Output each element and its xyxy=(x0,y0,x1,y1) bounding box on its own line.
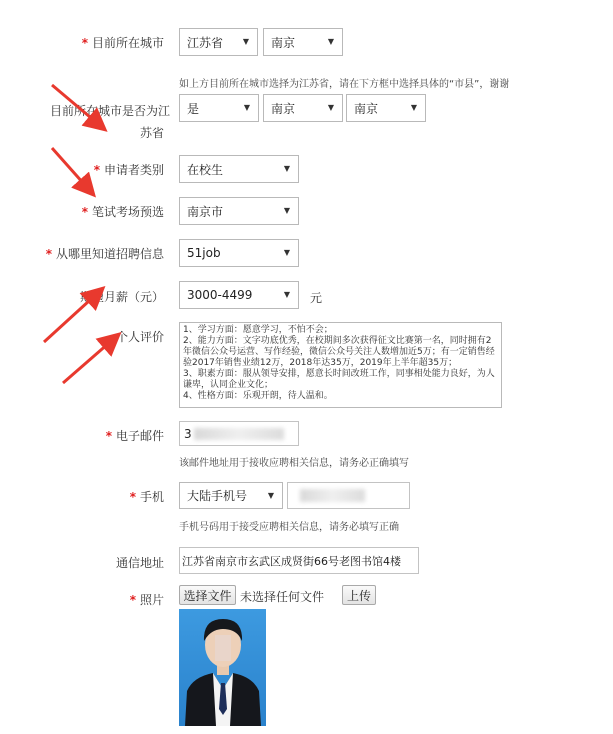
required-mark: * xyxy=(45,247,52,261)
is-jiangsu-value: 是 xyxy=(187,101,200,116)
required-mark: * xyxy=(81,36,88,50)
upload-button[interactable]: 上传 xyxy=(342,585,376,605)
salary-value: 3000-4499 xyxy=(187,288,253,302)
is-jiangsu-label-line1: 目前所在城市是否为江 xyxy=(50,104,171,118)
is-jiangsu-label-line2: 苏省 xyxy=(139,126,164,140)
phone-note: 手机号码用于接受应聘相关信息，请务必填写正确 xyxy=(179,522,399,533)
exam-site-label-text: 笔试考场预选 xyxy=(91,205,164,219)
no-file-text: 未选择任何文件 xyxy=(240,590,325,604)
chevron-down-icon: ▼ xyxy=(243,103,250,112)
address-value: 江苏省南京市玄武区成贤街66号老图书馆4楼 xyxy=(182,554,401,568)
evaluation-label-text: 个人评价 xyxy=(115,330,164,344)
chevron-down-icon: ▼ xyxy=(327,37,334,46)
photo-label-text: 照片 xyxy=(139,593,164,607)
email-label-text: 电子邮件 xyxy=(115,429,164,443)
jiangsu-hint: 如上方目前所在城市选择为江苏省，请在下方框中选择具体的“市县”，谢谢 xyxy=(179,79,510,90)
chevron-down-icon: ▼ xyxy=(410,103,417,112)
jiangsu-city-value: 南京 xyxy=(271,101,296,116)
phone-label-text: 手机 xyxy=(139,490,164,504)
province-value: 江苏省 xyxy=(187,35,224,50)
chevron-down-icon: ▼ xyxy=(267,490,274,500)
salary-unit: 元 xyxy=(310,291,323,305)
source-label-text: 从哪里知道招聘信息 xyxy=(55,247,164,261)
applicant-type-value: 在校生 xyxy=(187,162,224,177)
required-mark: * xyxy=(81,205,88,219)
phone-type-value: 大陆手机号 xyxy=(187,489,248,503)
exam-site-value: 南京市 xyxy=(187,204,224,219)
jiangsu-district-value: 南京 xyxy=(354,101,379,116)
chevron-down-icon: ▼ xyxy=(283,248,290,257)
email-note: 该邮件地址用于接收应聘相关信息，请务必正确填写 xyxy=(179,458,409,469)
arrow-icon xyxy=(44,85,117,383)
chevron-down-icon: ▼ xyxy=(283,206,290,215)
salary-label-text: 期望月薪（元） xyxy=(79,290,164,304)
chevron-down-icon: ▼ xyxy=(327,103,334,112)
required-mark: * xyxy=(93,163,100,177)
required-mark: * xyxy=(129,490,136,504)
applicant-type-label-text: 申请者类别 xyxy=(103,163,164,177)
email-value: 3 xyxy=(184,426,192,441)
choose-file-button[interactable]: 选择文件 xyxy=(179,585,236,605)
source-value: 51job xyxy=(187,246,221,260)
required-mark: * xyxy=(105,429,112,443)
city-value: 南京 xyxy=(271,35,296,50)
address-label-text: 通信地址 xyxy=(115,556,164,570)
city-label-text: 目前所在城市 xyxy=(91,36,164,50)
required-mark: * xyxy=(129,593,136,607)
chevron-down-icon: ▼ xyxy=(283,164,290,173)
chevron-down-icon: ▼ xyxy=(283,290,290,299)
chevron-down-icon: ▼ xyxy=(242,37,249,46)
